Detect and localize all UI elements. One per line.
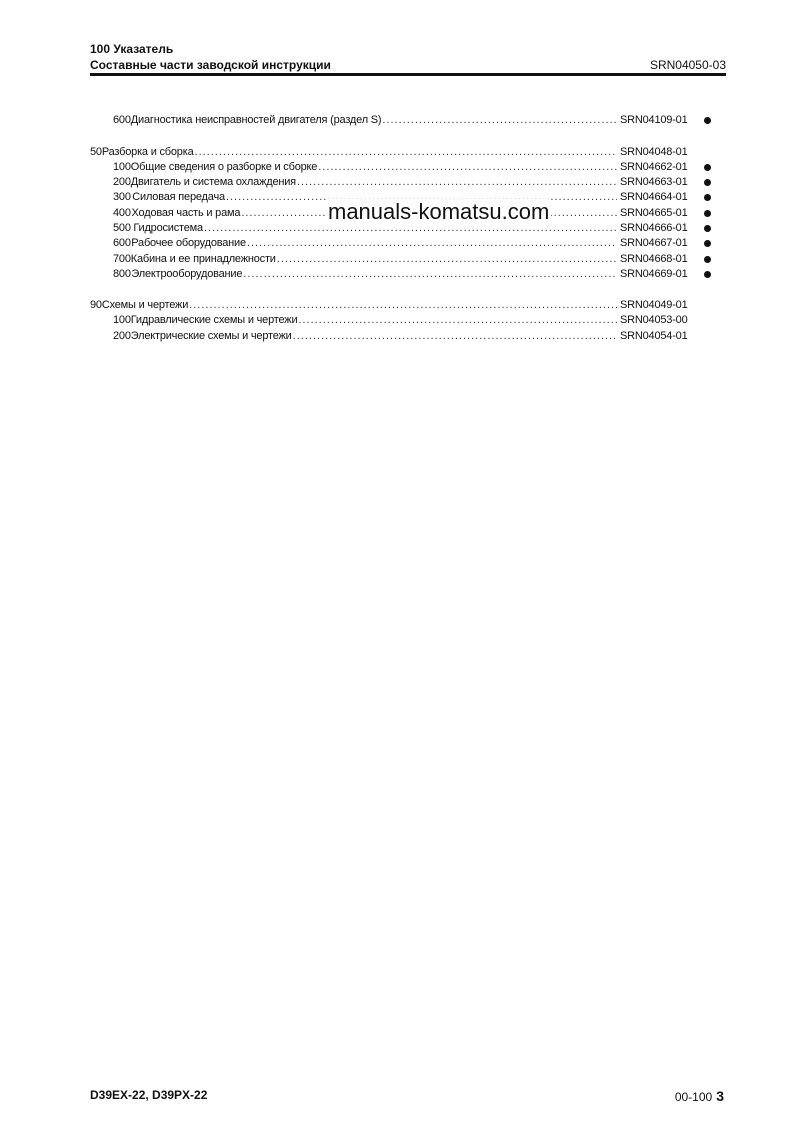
leader-dots xyxy=(382,114,617,126)
entry-number: 600 xyxy=(113,237,131,249)
page-number: 3 xyxy=(716,1088,724,1104)
bullet-icon xyxy=(704,210,711,217)
entry-title: Схемы и чертежи xyxy=(101,299,189,311)
entry-number: 800 xyxy=(113,268,131,280)
toc-entry xyxy=(90,161,700,176)
header-divider xyxy=(90,73,726,76)
entry-number: 600 xyxy=(113,114,131,126)
toc-entry xyxy=(90,146,700,161)
entry-title: Ходовая часть и рама xyxy=(131,207,241,219)
toc-entry xyxy=(90,253,700,268)
page-prefix: 00-100 xyxy=(674,1090,713,1104)
bullet-icon xyxy=(704,256,711,263)
entry-title: Силовая передача xyxy=(132,191,225,203)
entry-code: SRN04668-01 xyxy=(620,253,688,265)
bullet-icon xyxy=(704,164,711,171)
entry-title: Двигатель и система охлаждения xyxy=(130,176,296,188)
leader-dots xyxy=(247,237,617,249)
leader-dots xyxy=(298,314,617,326)
leader-dots xyxy=(195,146,617,158)
entry-title: Электрические схемы и чертежи xyxy=(130,330,292,342)
entry-title: Кабина и ее принадлежности xyxy=(130,253,276,265)
leader-dots xyxy=(189,299,617,311)
entry-code: SRN04049-01 xyxy=(620,299,688,311)
leader-dots xyxy=(277,253,617,265)
toc-entry xyxy=(90,299,700,314)
document-code: SRN04050-03 xyxy=(649,58,726,72)
leader-dots xyxy=(293,330,617,342)
footer-page xyxy=(675,1088,724,1104)
entry-number: 200 xyxy=(113,330,131,342)
toc-entry xyxy=(90,114,700,129)
toc-entry xyxy=(90,237,700,252)
entry-title: Гидравлические схемы и чертежи xyxy=(130,314,298,326)
entry-code: SRN04666-01 xyxy=(620,222,688,234)
bullet-icon xyxy=(704,225,711,232)
toc-entry xyxy=(90,176,700,191)
entry-title: Гидросистема xyxy=(133,222,203,234)
entry-code: SRN04664-01 xyxy=(620,191,688,203)
entry-code: SRN04109-01 xyxy=(620,114,688,126)
entry-title: Рабочее оборудование xyxy=(131,237,246,249)
bullet-icon xyxy=(704,271,711,278)
entry-number: 200 xyxy=(113,176,131,188)
leader-dots xyxy=(243,268,617,280)
entry-title: Электрооборудование xyxy=(131,268,243,280)
watermark: manuals-komatsu.com xyxy=(328,199,550,224)
entry-code: SRN04665-01 xyxy=(620,207,688,219)
entry-code: SRN04669-01 xyxy=(620,268,688,280)
entry-number: 100 xyxy=(113,314,131,326)
entry-title: Разборка и сборка xyxy=(101,146,194,158)
bullet-icon xyxy=(704,179,711,186)
page-title: Составные части заводской инструкции xyxy=(90,58,331,72)
entry-code: SRN04053-00 xyxy=(620,314,688,326)
entry-title: Общие сведения о разборке и сборке xyxy=(130,161,318,173)
entry-code: SRN04054-01 xyxy=(620,330,688,342)
bullet-icon xyxy=(704,117,711,124)
entry-number: 700 xyxy=(113,253,131,265)
toc-entry xyxy=(90,268,700,283)
entry-number: 90 xyxy=(90,299,102,311)
entry-number: 100 xyxy=(113,161,131,173)
entry-code: SRN04663-01 xyxy=(620,176,688,188)
entry-number: 50 xyxy=(90,146,102,158)
entry-number: 500 xyxy=(113,222,131,234)
bullet-icon xyxy=(704,240,711,247)
toc-entry xyxy=(90,330,700,345)
entry-number: 300 xyxy=(113,191,131,203)
leader-dots xyxy=(318,161,617,173)
toc-entry xyxy=(90,314,700,329)
section-heading: 100 Указатель xyxy=(90,42,174,56)
entry-code: SRN04667-01 xyxy=(620,237,688,249)
entry-code: SRN04048-01 xyxy=(620,146,688,158)
bullet-icon xyxy=(704,194,711,201)
footer-models: D39EX-22, D39PX-22 xyxy=(90,1088,208,1102)
entry-number: 400 xyxy=(113,207,131,219)
entry-title: Диагностика неисправностей двигателя (раздел S) xyxy=(130,114,382,126)
entry-code: SRN04662-01 xyxy=(620,161,688,173)
leader-dots xyxy=(297,176,617,188)
